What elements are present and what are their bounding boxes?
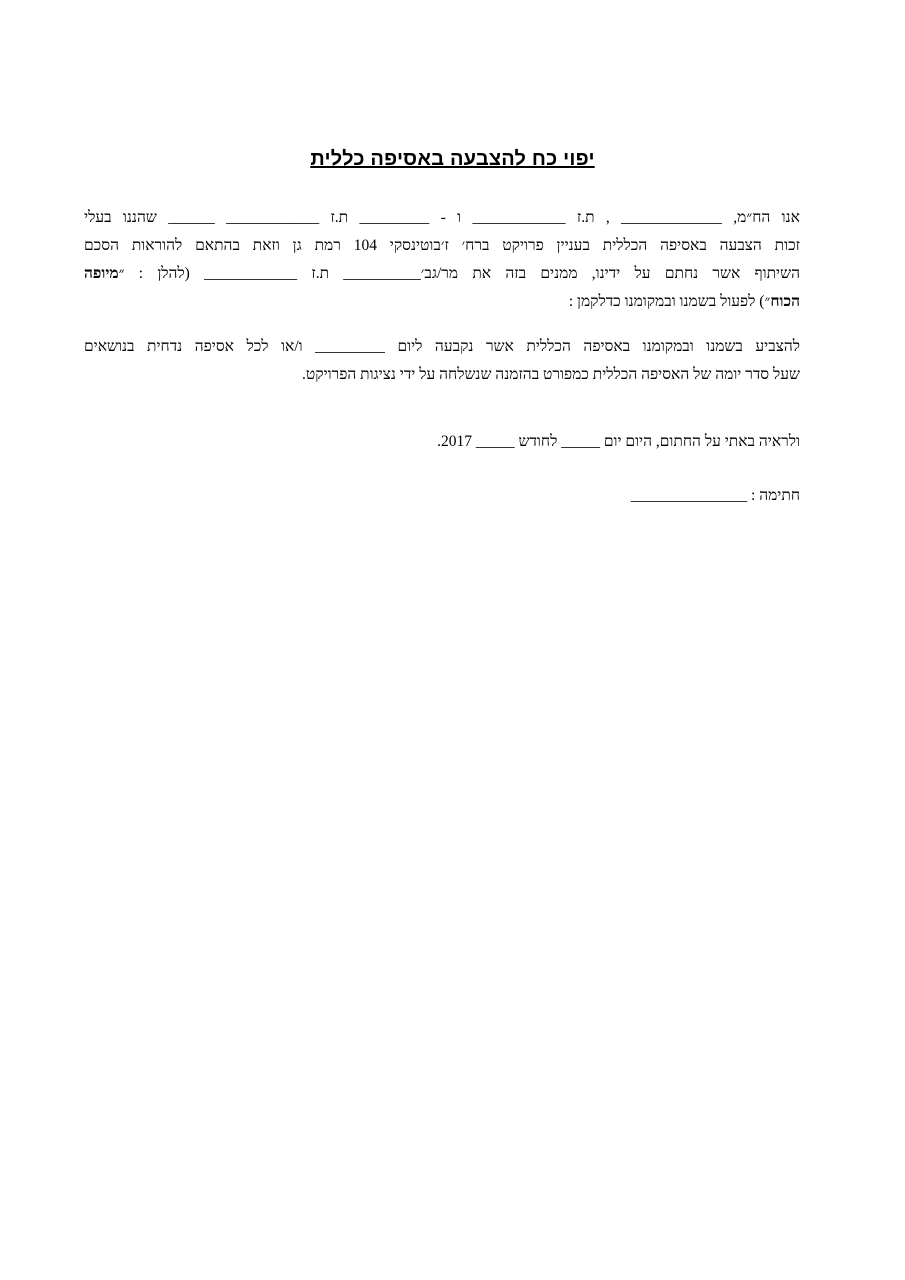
document-title: יפוי כח להצבעה באסיפה כללית — [310, 148, 595, 170]
signature-line: חתימה : _______________ — [630, 487, 800, 504]
paragraph-voting — [84, 333, 800, 389]
paragraph-line — [84, 260, 800, 288]
bold-term: הכוח — [770, 293, 800, 310]
paragraph-text: השיתוף אשר נחתם על ידינו, ממנים בזה את מר/גב׳__________ ת.ז ____________ (להלן : ״ — [118, 265, 800, 282]
paragraph-line: זכות הצבעה באסיפה הכללית בעניין פרויקט ברח׳ ז׳בוטינסקי 104 רמת גן וזאת בהתאם להוראות הסכם — [84, 237, 800, 254]
witness-line: ולראיה באתי על החתום, היום יום _____ לחודש _____ 2017. — [437, 433, 800, 450]
paragraph-text: ״) לפעול בשמנו ובמקומנו כדלקמן : — [568, 293, 771, 310]
bold-term: מיופה — [84, 265, 119, 282]
paragraph-line: אנו הח״מ, _____________ , ת.ז ____________ ו - _________ ת.ז ____________ ______ שהננו בעלי — [84, 209, 800, 226]
paragraph-line: שעל סדר יומה של האסיפה הכללית כמפורט בהזמנה שנשלחה על ידי נציגות הפרויקט. — [302, 366, 800, 383]
paragraph-line: להצביע בשמנו ובמקומנו באסיפה הכללית אשר נקבעה ליום _________ ו/או לכל אסיפה נדחית בנושאים — [84, 338, 800, 355]
paragraph-line — [84, 288, 800, 316]
paragraph-appointment — [84, 204, 800, 316]
